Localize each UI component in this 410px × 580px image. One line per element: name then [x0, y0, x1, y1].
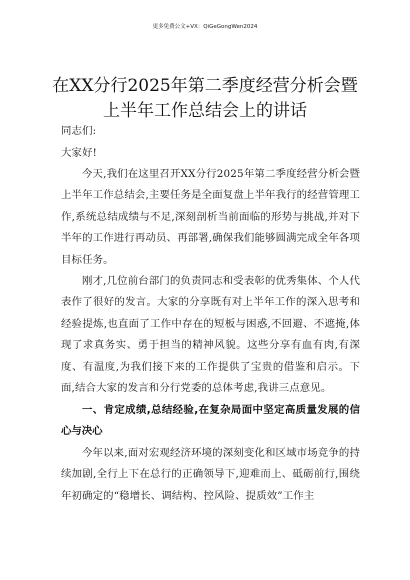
paragraph-opening: 今天,我们在这里召开XX分行2025年第二季度经营分析会暨上半年工作总结会,主要任务是全面复盘上半年我行的经营管理工作,系统总结成绩与不足,深刻剖析当前面临的形势与挑战,并对下半年的工作进行再动员、再部署,确保我们能够圆满完成全年各项目标任务。 [61, 168, 360, 266]
greeting: 大家好! [61, 147, 97, 159]
paragraph-section-1: 今年以来,面对宏观经济环境的深刻变化和区域市场竞争的持续加剧,全行上下在总行的正确领导下,迎难而上、砥砺前行,围绕年初确定的“稳增长、调结构、控风险、提质效”工作主 [61, 447, 360, 502]
header-note: 更多免费公文+VX：QiGeGongWen2024 [152, 24, 258, 30]
document-title: 在XX分行2025年第二季度经营分析会暨上半年工作总结会上的讲话 [52, 76, 358, 121]
salutation: 同志们: [61, 125, 97, 137]
paragraph-remarks: 刚才,几位前台部门的负责同志和受表彰的优秀集体、个人代表作了很好的发言。大家的分享既有对上半年工作的深入思考和经验提炼,也直面了工作中存在的短板与困惑,不回避、不遮掩,体现了求真务实、勇于担当的精神风貌。这些分享有血有肉,有深度、有温度,为我们接下来的工作提供了宝贵的借鉴和启示。下面,结合大家的发言和分行党委的总体考虑,我讲三点意见。 [61, 275, 360, 395]
section-heading-1: 一、肯定成绩,总结经验,在复杂局面中坚定高质量发展的信心与决心 [61, 404, 360, 438]
